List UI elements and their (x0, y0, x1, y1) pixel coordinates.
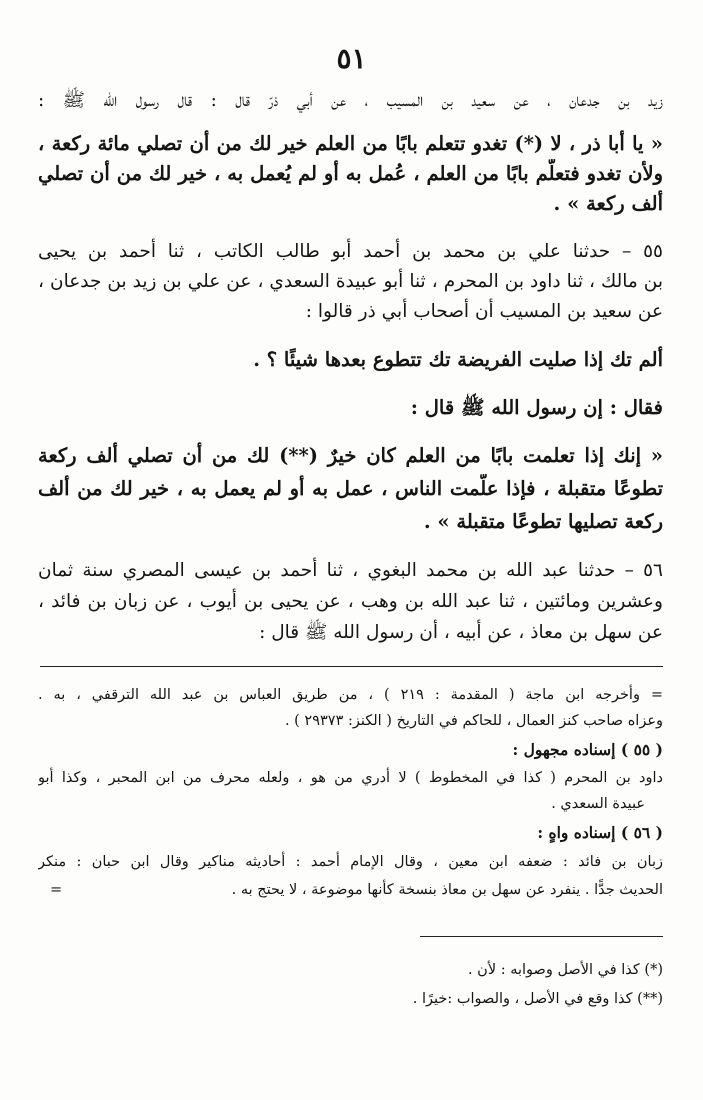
body-line-56-1: ٥٦ – حدثنا عبد الله بن محمد البغوي ، ثنا أحمد بن عيسى المصري سنة ثمان (38, 560, 663, 581)
page-number: ٥١ (336, 42, 367, 75)
footnote-separator (40, 666, 663, 667)
footnote-heading-56: ( ٥٦ ) إسناده واهٍ : (537, 823, 663, 842)
footnote-line-1: = وأخرجه ابن ماجة ( المقدمة : ٢١٩ ) ، من طريق العباس بن عبد الله الترقفي ، به . (38, 687, 663, 703)
asterisk-note-2: (**) كذا وقع في الأصل ، والصواب :خيرًا . (412, 991, 663, 1007)
body-line-55-1: ٥٥ – حدثنا علي بن محمد بن أحمد أبو طالب الكاتب ، ثنا أحمد بن يحيى (38, 241, 663, 262)
body-line-55-2: بن مالك ، ثنا داود بن المحرم ، ثنا أبو عبيدة السعدي ، عن علي بن زيد بن جدعان ، (38, 271, 663, 292)
body-line-56-2: وعشرين ومائتين ، ثنا عبد الله بن وهب ، عن يحيى بن أيوب ، عن زبان بن فائد ، (38, 591, 663, 612)
body-line-55-3: عن سعيد بن المسيب أن أصحاب أبي ذر قالوا : (305, 301, 663, 322)
hadith-line-3: ألف ركعة » . (553, 192, 663, 215)
footnote-line-7: زبان بن فائد : ضعفه ابن معين ، وقال الإمام أحمد : أحاديثه مناكير وقال ابن حبان : منكر (38, 854, 663, 870)
footnote-line-4: داود بن المحرم ( كذا في المخطوط ) لا أدري من هو ، ولعله محرف من ابن المحبر ، وكذا أبو (38, 770, 663, 786)
continuation-mark: = (50, 882, 63, 898)
asterisk-note-1: (*) كذا في الأصل وصوابه : لأن . (467, 962, 663, 978)
footnote-line-8: الحديث جدًّا . ينفرد عن سهل بن معاذ بنسخة كأنها موضوعة ، لا يحتج به . (231, 882, 663, 898)
hadith-55-line-2: تطوعًا متقبلة ، فإذا علّمت الناس ، عمل به أو لم يعمل به ، خير لك من ألف (38, 477, 663, 500)
hadith-line-2: ولأن تغدو فتعلّم بابًا من العلم ، عُمل به أو لم يُعمل به ، خير لك من أن تصلي (38, 162, 663, 185)
hadith-line-1: « يا أبا ذر ، لا (*) تغدو تتعلم بابًا من العلم خير لك من أن تصلي مائة ركعة ، (38, 132, 663, 155)
footnote-line-5: عبيدة السعدي . (551, 796, 645, 812)
body-line-1: زيد بن جدعان ، عن سعيد بن المسيب ، عن أبي ذرّ قال : قال رسول الله ﷺ : (38, 90, 663, 111)
question-line: ألم تك إذا صليت الفريضة تك تتطوع بعدها شيئًا ؟ . (253, 348, 663, 371)
reply-line: فقال : إن رسول الله ﷺ قال : (410, 396, 663, 419)
hadith-55-line-3: ركعة تصليها تطوعًا متقبلة » . (423, 510, 663, 533)
footnote-heading-55: ( ٥٥ ) إسناده مجهول : (512, 740, 663, 759)
footnote-line-2: وعزاه صاحب كنز العمال ، للحاكم في التاريخ ( الكنز: ٢٩٣٧٣ ) . (284, 713, 663, 729)
hadith-55-line-1: « إنك إذا تعلمت بابًا من العلم كان خيرٌ (**) لك من أن تصلي ألف ركعة (38, 444, 663, 467)
body-line-56-3: عن سهل بن معاذ ، عن أبيه ، أن رسول الله ﷺ قال : (259, 622, 663, 643)
asterisk-note-separator (420, 936, 663, 937)
